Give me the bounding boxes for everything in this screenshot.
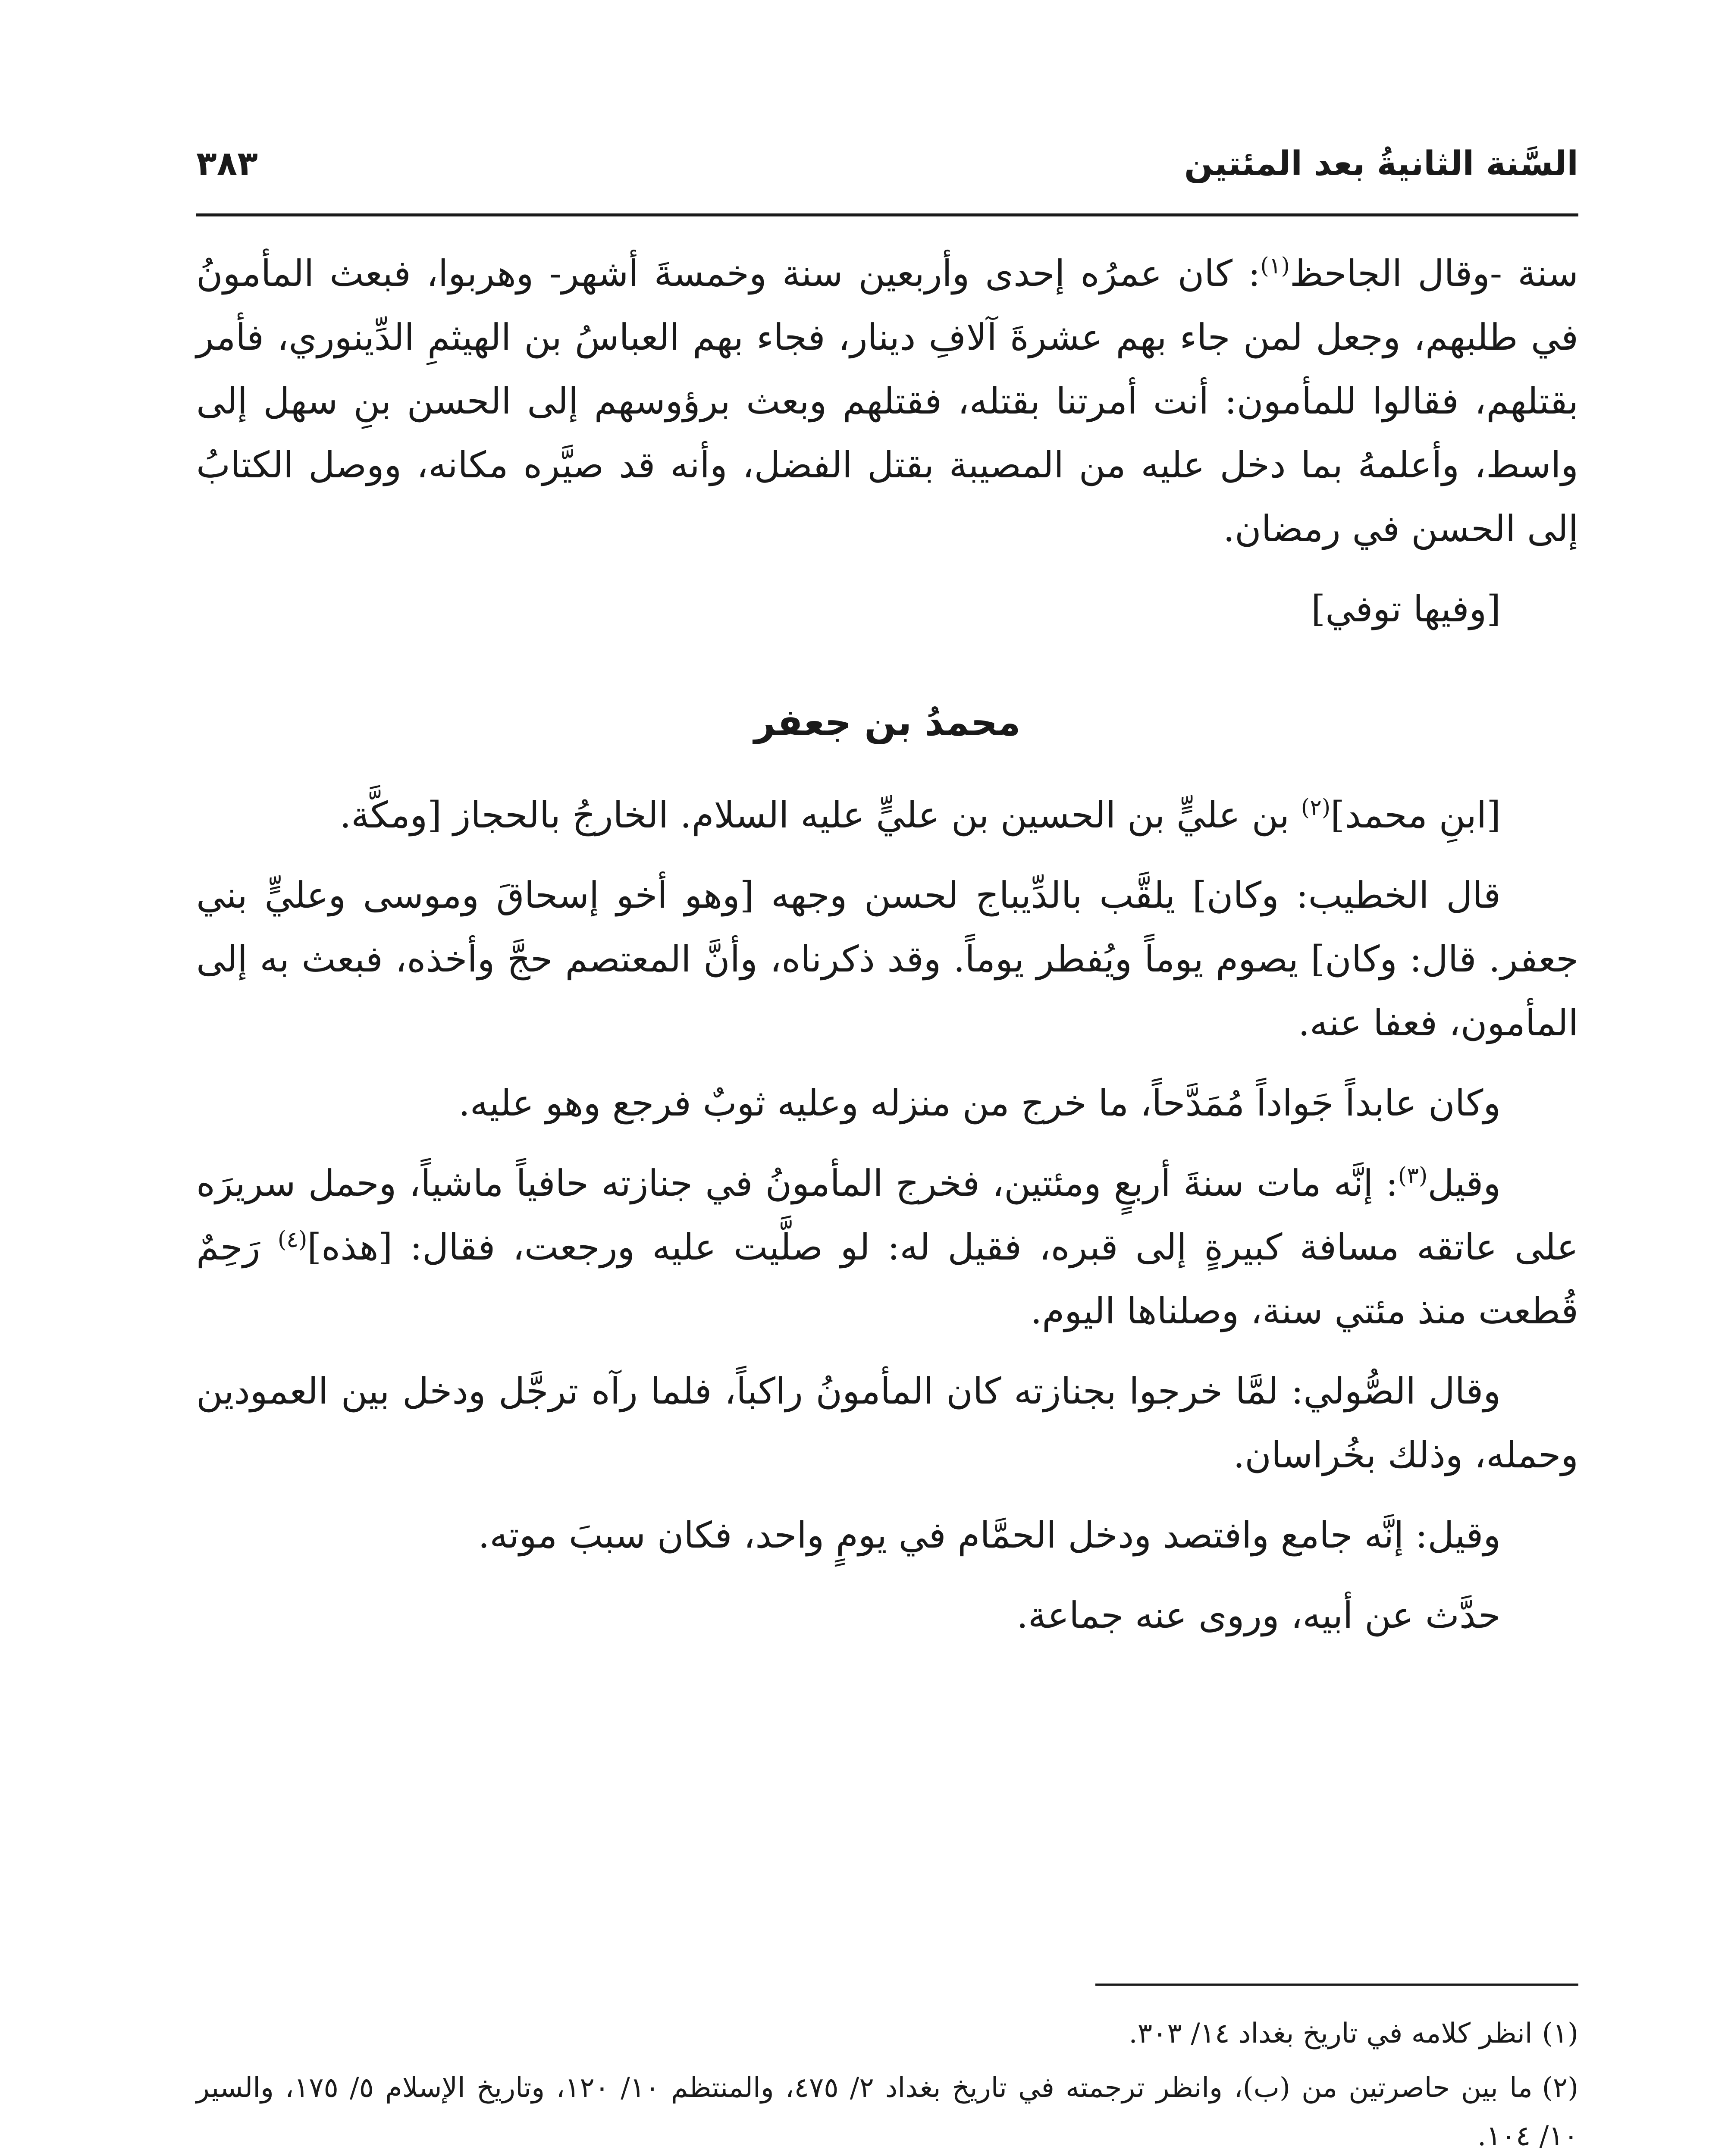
page-number: ٣٨٣ bbox=[196, 144, 258, 183]
page-header bbox=[196, 129, 1578, 203]
paragraph-3-start: [ابنِ محمد] bbox=[1330, 794, 1501, 836]
footnote-1 bbox=[196, 2009, 1578, 2058]
footnotes bbox=[196, 2009, 1578, 2156]
paragraph-6-middle: : إنَّه مات سنةَ أربعٍ ومئتين، فخرج المأمونُ في جنازته حافياً ماشياً، وحمل سريرَه على عاتقه مسافة كبيرةٍ إلى قبره، فقيل له: لو صلَّيت عليه ورجعت، فقال: [هذه] bbox=[196, 1162, 1578, 1268]
main-text bbox=[196, 241, 1578, 1664]
paragraph-2: [وفيها توفي] bbox=[1311, 588, 1501, 630]
paragraph-1-rest: : كان عمرُه إحدى وأربعين سنة وخمسةَ أشهر- وهربوا، فبعث المأمونُ في طلبهم، وجعل لمن جاء بهم عشرةَ آلافِ دينار، فجاء بهم العباسُ بن الهيثمِ الدِّينوري، فأمر بقتلهم، فقالوا للمأمون: أنت أمرتنا بقتله، فقتلهم وبعث برؤوسهم إلى الحسن بنِ سهل إلى واسط، وأعلمهُ بما دخل عليه من المصيبة بقتل الفضل، وأنه قد صيَّره مكانه، ووصل الكتابُ إلى الحسن في رمضان. bbox=[196, 252, 1578, 550]
footnote-rule bbox=[1095, 1984, 1578, 1986]
header-rule bbox=[196, 213, 1578, 216]
section-heading: محمدُ بن جعفر bbox=[754, 701, 1021, 744]
paragraph-9: حدَّث عن أبيه، وروى عنه جماعة. bbox=[1016, 1594, 1501, 1636]
footnote-text: ما بين حاصرتين من (ب)، وانظر ترجمته في تاريخ بغداد ٢/ ٤٧٥، والمنتظم ١٠/ ١٢٠، وتاريخ الإسلام ٥/ ١٧٥، والسير ١٠/ ١٠٤. bbox=[196, 2072, 1578, 2152]
footnote-ref-4: (٤) bbox=[277, 1227, 307, 1253]
footnote-ref-1: (١) bbox=[1260, 253, 1290, 279]
running-head: السَّنة الثانيةُ بعد المئتين bbox=[1184, 144, 1578, 183]
footnote-number: (١) bbox=[1542, 2018, 1578, 2049]
paragraph-1-start: سنة -وقال الجاحظ bbox=[1289, 252, 1578, 295]
paragraph-6-end: رَحِمٌ قُطعت منذ مئتي سنة، وصلناها اليوم. bbox=[196, 1226, 1578, 1332]
footnote-ref-3: (٣) bbox=[1398, 1163, 1428, 1189]
footnote-2 bbox=[196, 2064, 1578, 2156]
footnote-number: (٢) bbox=[1542, 2072, 1579, 2104]
paragraph-3-rest: بن عليٍّ بن الحسين بن عليٍّ عليه السلام. الخارجُ بالحجاز [ومكَّة. bbox=[339, 794, 1301, 836]
paragraph-7: وقال الصُّولي: لمَّا خرجوا بجنازته كان المأمونُ راكباً، فلما رآه ترجَّل ودخل بين العمودين وحمله، وذلك بخُراسان. bbox=[196, 1370, 1578, 1476]
paragraph-5: وكان عابداً جَواداً مُمَدَّحاً، ما خرج من منزله وعليه ثوبٌ فرجع وهو عليه. bbox=[458, 1082, 1501, 1124]
paragraph-4: قال الخطيب: وكان] يلقَّب بالدِّيباج لحسن وجهه [وهو أخو إسحاقَ وموسى وعليٍّ بني جعفر. قال: وكان] يصوم يوماً ويُفطر يوماً. وقد ذكرناه، وأنَّ المعتصم حجَّ وأخذه، فبعث به إلى المأمون، فعفا عنه. bbox=[196, 874, 1578, 1044]
paragraph-6-start: وقيل bbox=[1427, 1162, 1501, 1204]
paragraph-3 bbox=[196, 783, 1578, 847]
footnote-ref-2: (٢) bbox=[1301, 795, 1331, 821]
paragraph-1 bbox=[196, 241, 1578, 561]
footnote-text: انظر كلامه في تاريخ بغداد ١٤/ ٣٠٣. bbox=[1129, 2018, 1533, 2049]
paragraph-6 bbox=[196, 1151, 1578, 1343]
paragraph-8: وقيل: إنَّه جامع وافتصد ودخل الحمَّام في يومٍ واحد، فكان سببَ موته. bbox=[478, 1514, 1501, 1556]
